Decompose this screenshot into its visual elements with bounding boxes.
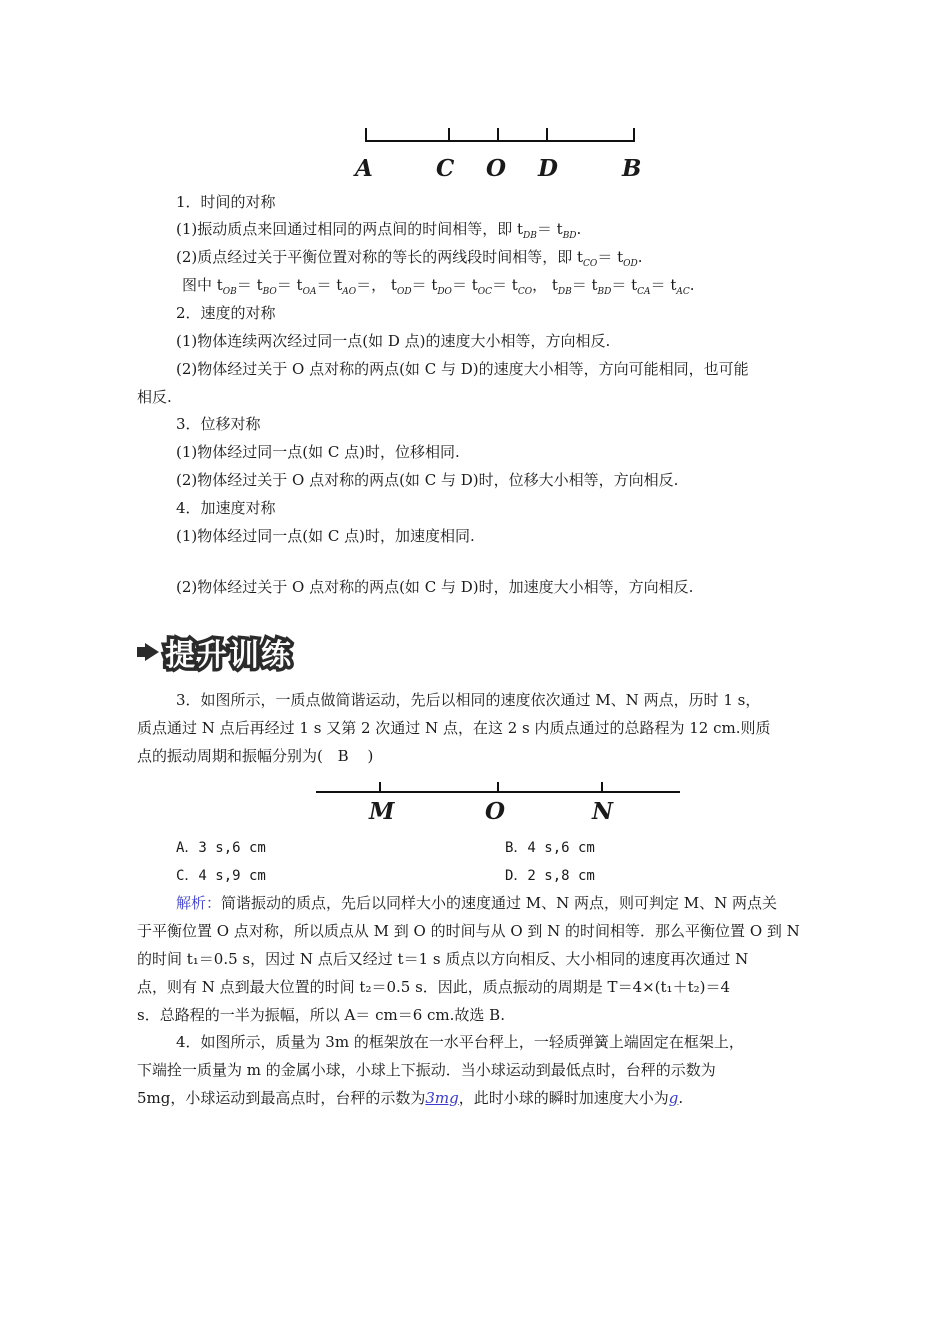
q3-option-a[interactable]: A．3 s,6 cm xyxy=(176,840,266,856)
diagram-tick-b xyxy=(633,128,635,142)
diagram2-tick-n xyxy=(601,782,603,792)
q3-stem-line3: 点的振动周期和振幅分别为( B ) xyxy=(137,747,374,765)
acceleration-item-1: (1)物体经过同一点(如 C 点)时，加速度相同. xyxy=(176,527,475,545)
heading-time-symmetry: 1．时间的对称 xyxy=(176,193,276,211)
q3-answer: B xyxy=(337,747,349,765)
diagram-label-d: D xyxy=(538,155,558,182)
q3-option-d[interactable]: D．2 s,8 cm xyxy=(505,868,595,884)
q3-option-c[interactable]: C．4 s,9 cm xyxy=(176,868,266,884)
q4-stem-line3: 5mg，小球运动到最高点时，台秤的示数为3mg，此时小球的瞬时加速度大小为g. xyxy=(137,1089,684,1107)
diagram-label-c: C xyxy=(436,155,455,182)
time-figure-relations: 图中 $t_{OB}= t_{BO}= t_{OA}= t_{AO}=$， $t_{OD}= t_{DO}= t_{OC}= t_{CO}$， $t_{DB}= t_{BD}= t_{CA}= t_{AC}$. xyxy=(182,276,695,297)
arrow-right-icon xyxy=(145,643,159,661)
q3-analysis-line5: s．总路程的一半为振幅，所以 A＝ cm＝6 cm.故选 B. xyxy=(137,1006,505,1024)
velocity-item-2-line1: (2)物体经过关于 O 点对称的两点(如 C 与 D)的速度大小相等，方向可能相同，也可能 xyxy=(176,360,749,378)
diagram-tick-a xyxy=(365,128,367,142)
time-item-2: (2)质点经过关于平衡位置对称的等长的两线段时间相等，即 $t_{CO}= t_{OD}$. xyxy=(176,248,643,269)
banner-arrow-stem xyxy=(137,647,145,657)
heading-displacement-symmetry: 3．位移对称 xyxy=(176,415,261,433)
section-banner xyxy=(137,633,293,671)
diagram-axis-line xyxy=(365,140,635,142)
diagram-tick-o xyxy=(497,128,499,142)
acceleration-item-2: (2)物体经过关于 O 点对称的两点(如 C 与 D)时，加速度大小相等，方向相反. xyxy=(176,578,694,596)
diagram-label-a: A xyxy=(355,155,373,182)
heading-velocity-symmetry: 2．速度的对称 xyxy=(176,304,276,322)
q3-stem-line1: 3．如图所示，一质点做简谐运动，先后以相同的速度依次通过 M、N 两点，历时 1 s， xyxy=(176,691,761,709)
velocity-item-2-line2: 相反. xyxy=(137,388,172,406)
displacement-item-2: (2)物体经过关于 O 点对称的两点(如 C 与 D)时，位移大小相等，方向相反. xyxy=(176,471,679,489)
q3-analysis-line1: 解析：简谐振动的质点，先后以同样大小的速度通过 M、N 两点，则可判定 M、N 两点关 xyxy=(176,894,778,912)
diagram2-label-m: M xyxy=(369,798,395,825)
q4-blank-2: g xyxy=(668,1089,679,1107)
q4-stem-line2: 下端拴一质量为 m 的金属小球，小球上下振动．当小球运动到最低点时，台秤的示数为 xyxy=(137,1061,716,1079)
diagram-tick-d xyxy=(546,128,548,142)
heading-acceleration-symmetry: 4．加速度对称 xyxy=(176,499,276,517)
diagram2-tick-o xyxy=(497,782,499,792)
diagram2-label-o: O xyxy=(485,798,506,825)
diagram2-tick-m xyxy=(379,782,381,792)
q3-analysis-line3: 的时间 t₁＝0.5 s，因过 N 点后又经过 t＝1 s 质点以方向相反、大小相同的速度再次通过 N xyxy=(137,950,749,968)
q3-option-b[interactable]: B．4 s,6 cm xyxy=(505,840,595,856)
diagram-tick-c xyxy=(448,128,450,142)
diagram2-label-n: N xyxy=(592,798,614,825)
q3-analysis-line4: 点，则有 N 点到最大位置的时间 t₂＝0.5 s．因此，质点振动的周期是 T＝4×(t₁＋t₂)＝4 xyxy=(137,978,731,996)
banner-title: 提升训练 xyxy=(165,638,293,673)
time-item-1: (1)振动质点来回通过相同的两点间的时间相等，即 $t_{DB}= t_{BD}$. xyxy=(176,220,582,241)
q4-stem-line1: 4．如图所示，质量为 3m 的框架放在一水平台秤上，一轻质弹簧上端固定在框架上， xyxy=(176,1033,744,1051)
q3-analysis-line2: 于平衡位置 O 点对称，所以质点从 M 到 O 的时间与从 O 到 N 的时间相等．那么平衡位置 O 到 N xyxy=(137,922,800,940)
diagram-label-b: B xyxy=(622,155,642,182)
velocity-item-1: (1)物体连续两次经过同一点(如 D 点)的速度大小相等，方向相反. xyxy=(176,332,611,350)
q4-blank-1: 3mg xyxy=(425,1089,459,1107)
analysis-label: 解析： xyxy=(176,894,222,912)
diagram-label-o: O xyxy=(486,155,507,182)
displacement-item-1: (1)物体经过同一点(如 C 点)时，位移相同. xyxy=(176,443,460,461)
q3-stem-line2: 质点通过 N 点后再经过 1 s 又第 2 次通过 N 点，在这 2 s 内质点通过的总路程为 12 cm.则质 xyxy=(137,719,771,737)
